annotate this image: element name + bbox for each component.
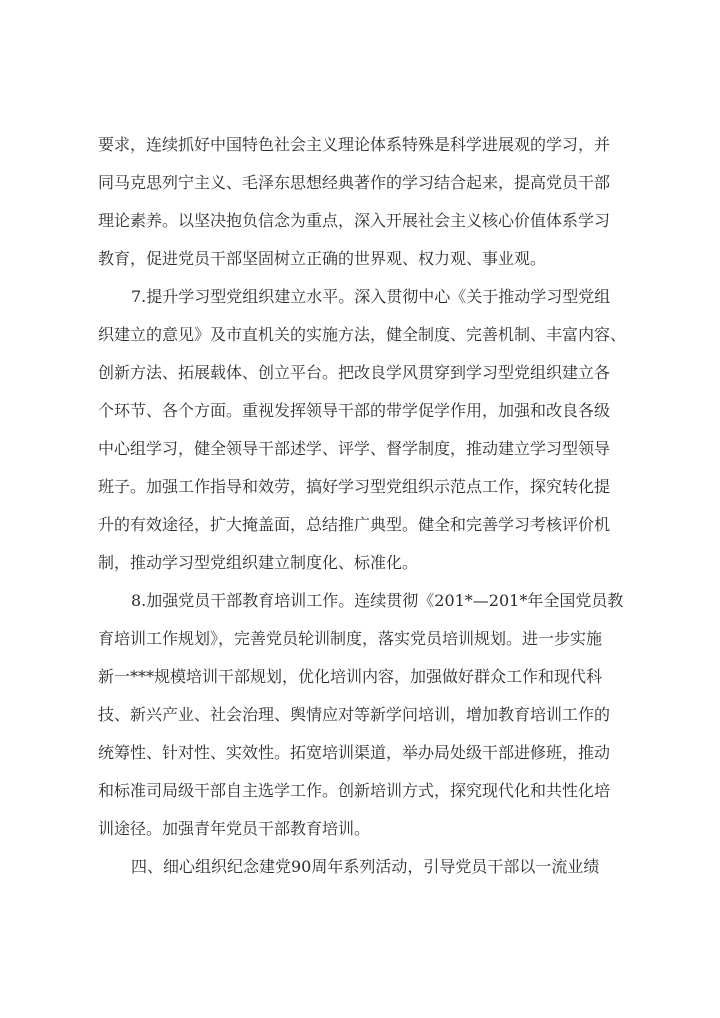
text-line: 创新方法、拓展载体、创立平台。把改良学风贯穿到学习型党组织建立各 — [98, 363, 611, 382]
text-line: 和标准司局级干部自主选学工作。创新培训方式，探究现代化和共性化培 — [98, 781, 611, 800]
text-line: 织建立的意见》及市直机关的实施方法，健全制度、完善机制、丰富内容、 — [98, 325, 627, 344]
text-line: 理论素养。以坚决抱负信念为重点，深入开展社会主义核心价值体系学习 — [98, 211, 611, 230]
text-line: 教育，促进党员干部坚固树立正确的世界观、权力观、事业观。 — [98, 249, 547, 268]
text-line: 制，推动学习型党组织建立制度化、标准化。 — [98, 553, 419, 572]
text-line: 训途径。加强青年党员干部教育培训。 — [98, 819, 371, 838]
text-line: 统筹性、针对性、实效性。拓宽培训渠道，举办局处级干部进修班，推动 — [98, 743, 611, 762]
text-line: 育培训工作规划》，完善党员轮训制度，落实党员培训规划。进一步实施 — [98, 629, 603, 648]
text-line: 要求，连续抓好中国特色社会主义理论体系特殊是科学进展观的学习，并 — [98, 135, 611, 154]
text-line: 同马克思列宁主义、毛泽东思想经典著作的学习结合起来，提高党员干部 — [98, 173, 611, 192]
section-heading-line: 四、细心组织纪念建党90周年系列活动，引导党员干部以一流业绩 — [131, 857, 600, 876]
text-line: 技、新兴产业、社会治理、舆情应对等新学问培训，增加教育培训工作的 — [98, 705, 611, 724]
text-line: 7.提升学习型党组织建立水平。深入贯彻中心《关于推动学习型党组 — [131, 287, 611, 306]
text-line: 升的有效途径，扩大掩盖面，总结推广典型。健全和完善学习考核评价机 — [98, 515, 611, 534]
text-line: 新一***规模培训干部规划，优化培训内容，加强做好群众工作和现代科 — [98, 667, 603, 686]
text-line: 个环节、各个方面。重视发挥领导干部的带学促学作用，加强和改良各级 — [98, 401, 611, 420]
text-line: 中心组学习，健全领导干部述学、评学、督学制度，推动建立学习型领导 — [98, 439, 611, 458]
text-line: 8.加强党员干部教育培训工作。连续贯彻《201*—201*年全国党员教 — [131, 591, 624, 610]
text-line: 班子。加强工作指导和效劳，搞好学习型党组织示范点工作，探究转化提 — [98, 477, 611, 496]
